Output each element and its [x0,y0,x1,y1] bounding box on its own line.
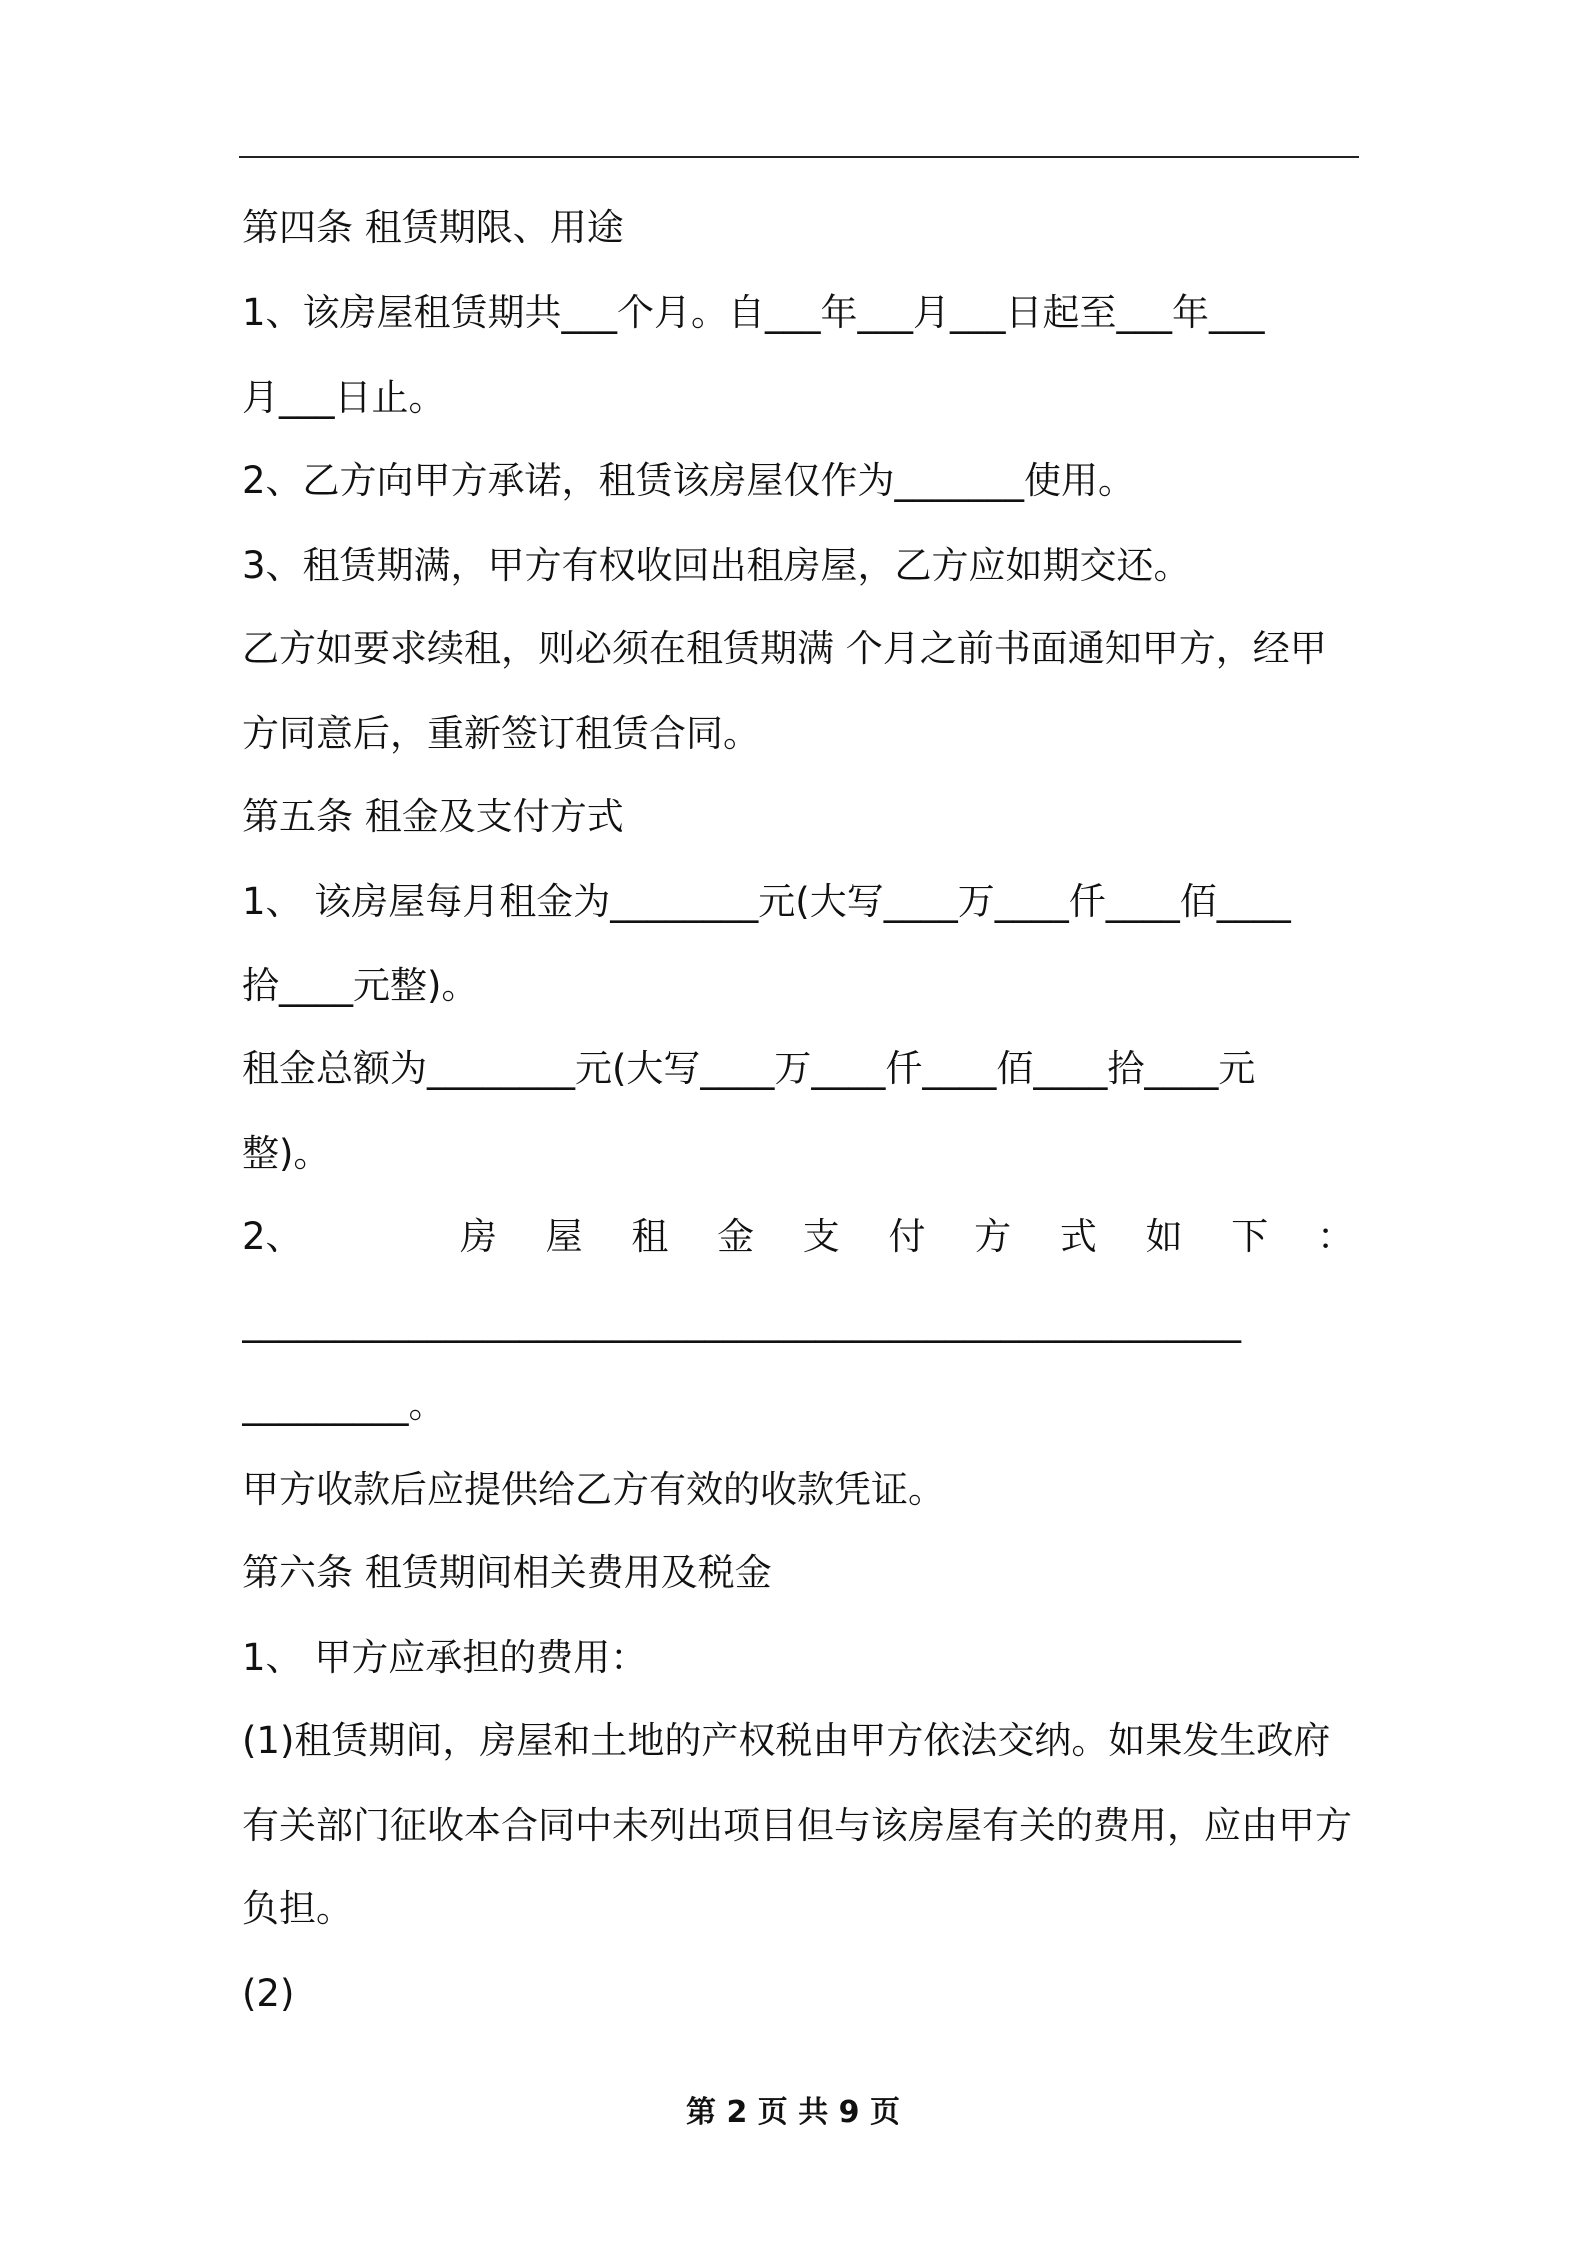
article-4-heading: 第四条 租赁期限、用途 [242,206,624,249]
clause-5-1-line-2: 拾____元整)。 [242,964,479,1007]
item-6-1-1-line-3: 负担。 [242,1887,353,1930]
clause-4-3: 3、租赁期满，甲方有权收回出租房屋，乙方应如期交还。 [242,544,1191,587]
header-rule [239,156,1359,158]
heading-char: 租 [631,1215,669,1258]
heading-char: 式 [1059,1215,1097,1258]
renewal-line-1: 乙方如要求续租，则必须在租赁期满 个月之前书面通知甲方，经甲 [242,627,1327,670]
payment-method-blank-line-2: _________。 [242,1383,446,1426]
article-5-heading: 第五条 租金及支付方式 [242,795,624,838]
item-6-1-2: (2) [242,1972,295,2015]
heading-char: ： [1316,1215,1354,1258]
item-6-1-1-line-1: (1)租赁期间，房屋和土地的产权税由甲方依法交纳。如果发生政府 [242,1719,1331,1762]
heading-char: 付 [888,1215,926,1258]
heading-char: 下 [1231,1215,1269,1258]
heading-char: 房 [459,1215,497,1258]
heading-char: 方 [974,1215,1012,1258]
clause-4-1-line-1: 1、该房屋租赁期共___个月。自___年___月___日起至___年___ [242,291,1265,334]
clause-5-2-number: 2、 [242,1215,303,1258]
clause-5-2-heading [242,1212,1354,1262]
heading-char: 屋 [545,1215,583,1258]
rent-total-line-1: 租金总额为________元(大写____万____仟____佰____拾____元 [242,1047,1256,1090]
page-number: 第 2 页 共 9 页 [686,2095,900,2130]
receipt-clause: 甲方收款后应提供给乙方有效的收款凭证。 [242,1468,945,1511]
clause-4-1-line-2: 月___日止。 [242,376,446,419]
clause-4-2: 2、乙方向甲方承诺，租赁该房屋仅作为_______使用。 [242,459,1136,502]
spacer [351,1212,411,1262]
item-6-1-1-line-2: 有关部门征收本合同中未列出项目但与该房屋有关的费用，应由甲方 [242,1804,1352,1847]
heading-char: 金 [717,1215,755,1258]
heading-char: 支 [802,1215,840,1258]
clause-6-1: 1、 甲方应承担的费用： [242,1636,648,1679]
clause-5-1-line-1: 1、 该房屋每月租金为________元(大写____万____仟____佰____ [242,880,1291,923]
article-6-heading: 第六条 租赁期间相关费用及税金 [242,1551,772,1594]
payment-method-blank-line-1: ______________________________________________________ [242,1300,1241,1343]
renewal-line-2: 方同意后，重新签订租赁合同。 [242,712,760,755]
heading-char: 如 [1145,1215,1183,1258]
rent-total-line-2: 整)。 [242,1132,331,1175]
